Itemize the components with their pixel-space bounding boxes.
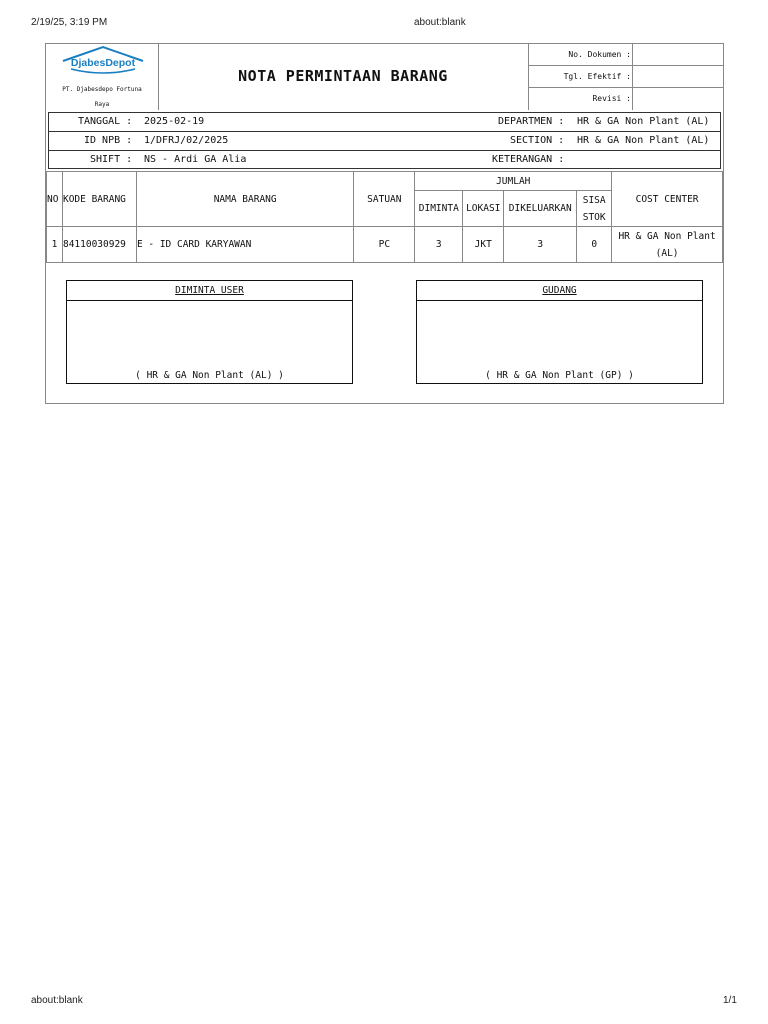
meta-value-revisi <box>632 88 725 110</box>
meta-value-tgl-efektif <box>632 66 725 88</box>
cell-kode-barang: 84110030929 <box>62 227 136 263</box>
section-label: SECTION : <box>510 135 565 146</box>
departmen-value: HR & GA Non Plant (AL) <box>577 116 710 127</box>
meta-value-no-dokumen <box>632 44 725 66</box>
meta-label-tgl-efektif: Tgl. Efektif : <box>563 72 631 81</box>
document-title: NOTA PERMINTAAN BARANG <box>158 44 529 110</box>
header-sisa-stok <box>577 191 612 227</box>
tanggal-value: 2025-02-19 <box>144 116 205 127</box>
header-stok: STOK <box>582 211 606 223</box>
cell-cost-center <box>612 227 723 263</box>
cell-sisa-stok: 0 <box>577 227 612 263</box>
logo-cell <box>46 44 159 110</box>
info-row-tanggal <box>49 113 720 132</box>
cell-satuan: PC <box>354 227 415 263</box>
cost-center-line1: HR & GA Non Plant <box>618 230 716 242</box>
shift-value: NS - Ardi GA Alia <box>144 154 247 165</box>
signature-box-diminta-user <box>66 280 353 384</box>
meta-label-revisi: Revisi : <box>592 94 631 103</box>
departmen-label: DEPARTMEN : <box>498 116 565 127</box>
keterangan-label: KETERANGAN : <box>492 154 565 165</box>
header-diminta: DIMINTA <box>415 191 463 227</box>
logo-text: DjabesDepot <box>70 57 136 69</box>
info-box <box>48 112 721 169</box>
header-no: NO <box>47 172 63 227</box>
items-table <box>46 171 723 263</box>
info-row-id-npb <box>49 132 720 151</box>
meta-row-tgl-efektif <box>528 66 724 88</box>
header-nama-barang: NAMA BARANG <box>136 172 353 227</box>
company-name-line2: Raya <box>94 101 110 108</box>
id-npb-value: 1/DFRJ/02/2025 <box>144 135 229 146</box>
print-footer-url: about:blank <box>31 995 83 1006</box>
signature-footer-gudang: ( HR & GA Non Plant (GP) ) <box>485 370 634 381</box>
meta-label-no-dokumen: No. Dokumen : <box>568 50 631 59</box>
cell-lokasi: JKT <box>463 227 504 263</box>
signature-title-diminta-user: DIMINTA USER <box>67 281 352 301</box>
meta-row-revisi <box>528 88 724 110</box>
tanggal-label: TANGGAL : <box>78 116 133 127</box>
header-jumlah: JUMLAH <box>415 172 612 191</box>
header-sisa: SISA <box>582 194 606 206</box>
cell-nama-barang: E - ID CARD KARYAWAN <box>136 227 353 263</box>
info-row-shift <box>49 151 720 170</box>
print-page-title: about:blank <box>414 17 466 28</box>
company-logo <box>61 45 145 79</box>
header-kode-barang: KODE BARANG <box>62 172 136 227</box>
table-row <box>47 227 723 263</box>
id-npb-label: ID NPB : <box>84 135 133 146</box>
company-name <box>46 82 158 112</box>
document <box>45 43 724 404</box>
header-lokasi: LOKASI <box>463 191 504 227</box>
document-header <box>46 44 723 110</box>
header-satuan: SATUAN <box>354 172 415 227</box>
print-datetime: 2/19/25, 3:19 PM <box>31 17 108 28</box>
signature-title-gudang: GUDANG <box>417 281 702 301</box>
section-value: HR & GA Non Plant (AL) <box>577 135 710 146</box>
signature-footer-diminta-user: ( HR & GA Non Plant (AL) ) <box>135 370 284 381</box>
cost-center-line2: (AL) <box>655 247 679 259</box>
header-cost-center: COST CENTER <box>612 172 723 227</box>
meta-row-no-dokumen <box>528 44 724 66</box>
shift-label: SHIFT : <box>90 154 133 165</box>
print-page-count: 1/1 <box>723 995 737 1006</box>
company-name-line1: PT. Djabesdepo Fortuna <box>62 86 142 93</box>
header-dikeluarkan: DIKELUARKAN <box>504 191 577 227</box>
document-meta <box>528 44 724 110</box>
signature-box-gudang <box>416 280 703 384</box>
cell-no: 1 <box>47 227 63 263</box>
cell-dikeluarkan: 3 <box>504 227 577 263</box>
cell-diminta: 3 <box>415 227 463 263</box>
